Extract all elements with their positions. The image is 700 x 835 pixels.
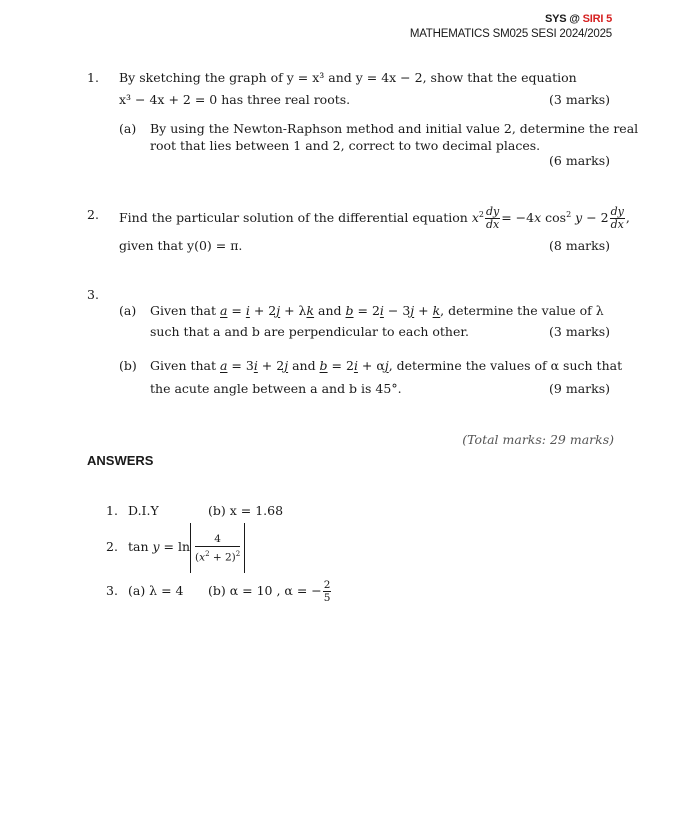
q1a-label: (a) — [119, 121, 137, 136]
dy-dx-fraction: $\frac{dy}{dx}$ — [485, 205, 500, 232]
q3a-line2: such that a and b are perpendicular to each other. — [150, 324, 469, 339]
answer-2-number: 2. — [106, 539, 118, 554]
siri-label: SIRI 5 — [582, 13, 612, 25]
q3b-marks: (9 marks) — [549, 381, 610, 396]
q2-number: 2. — [87, 207, 99, 222]
answer-3a: (a) λ = 4 — [128, 583, 184, 598]
q2-line2: given that y(0) = π. — [119, 238, 243, 253]
q1a-line2: root that lies between 1 and 2, correct to two decimal places. — [150, 138, 541, 153]
q3b-label: (b) — [119, 358, 137, 373]
absolute-value-bars: $\frac{4}{(x^2 + 2)^2}$ — [190, 523, 245, 573]
answer-3b: (b) α = 10 , α = − $\frac{2}{5}$ — [208, 579, 331, 604]
q3a-marks: (3 marks) — [549, 324, 610, 339]
q1-number: 1. — [87, 70, 99, 85]
q2-line1: Find the particular solution of the differential equation $x^2$ $\frac{dy}{dx}$ = −4x $\cos^2 y - 2$ $\frac{dy}{dx}$ , — [119, 205, 630, 232]
answers-title: ANSWERS — [87, 453, 154, 468]
q3b-line1: Given that a = 3i + 2j and b = 2i + αj, determine the values of α such that — [150, 358, 623, 373]
q1-line1: By sketching the graph of y = x³ and y = 4x − 2, show that the equation — [119, 70, 577, 85]
q1a-line1: By using the Newton-Raphson method and initial value 2, determine the real — [150, 121, 639, 136]
two-fifths-fraction: $\frac{2}{5}$ — [323, 579, 331, 604]
q3b-line2: the acute angle between a and b is 45°. — [150, 381, 402, 396]
answer-1b: (b) x = 1.68 — [208, 503, 284, 518]
q3a-label: (a) — [119, 303, 137, 318]
total-marks: (Total marks: 29 marks) — [462, 432, 614, 447]
q1a-marks: (6 marks) — [549, 153, 610, 168]
answer-2: tan y = ln $\frac{4}{(x^2 + 2)^2}$ — [128, 522, 245, 573]
dy-dx-fraction-2: $\frac{dy}{dx}$ — [610, 205, 624, 232]
header-line-1: SYS @ SIRI 5 — [544, 13, 612, 25]
q3a-line1: Given that a = i + 2j + λk and b = 2i − 3j + k, determine the value of λ — [150, 303, 604, 318]
q1-line2: x³ − 4x + 2 = 0 has three real roots. — [119, 92, 351, 107]
answer-3-number: 3. — [106, 583, 118, 598]
answer-1-number: 1. — [106, 503, 118, 518]
q3-number: 3. — [87, 287, 99, 302]
q2-marks: (8 marks) — [549, 238, 610, 253]
course-title: MATHEMATICS SM025 SESI 2024/2025 — [409, 28, 612, 40]
answer-1a: D.I.Y — [128, 503, 159, 518]
q1-marks: (3 marks) — [549, 92, 610, 107]
